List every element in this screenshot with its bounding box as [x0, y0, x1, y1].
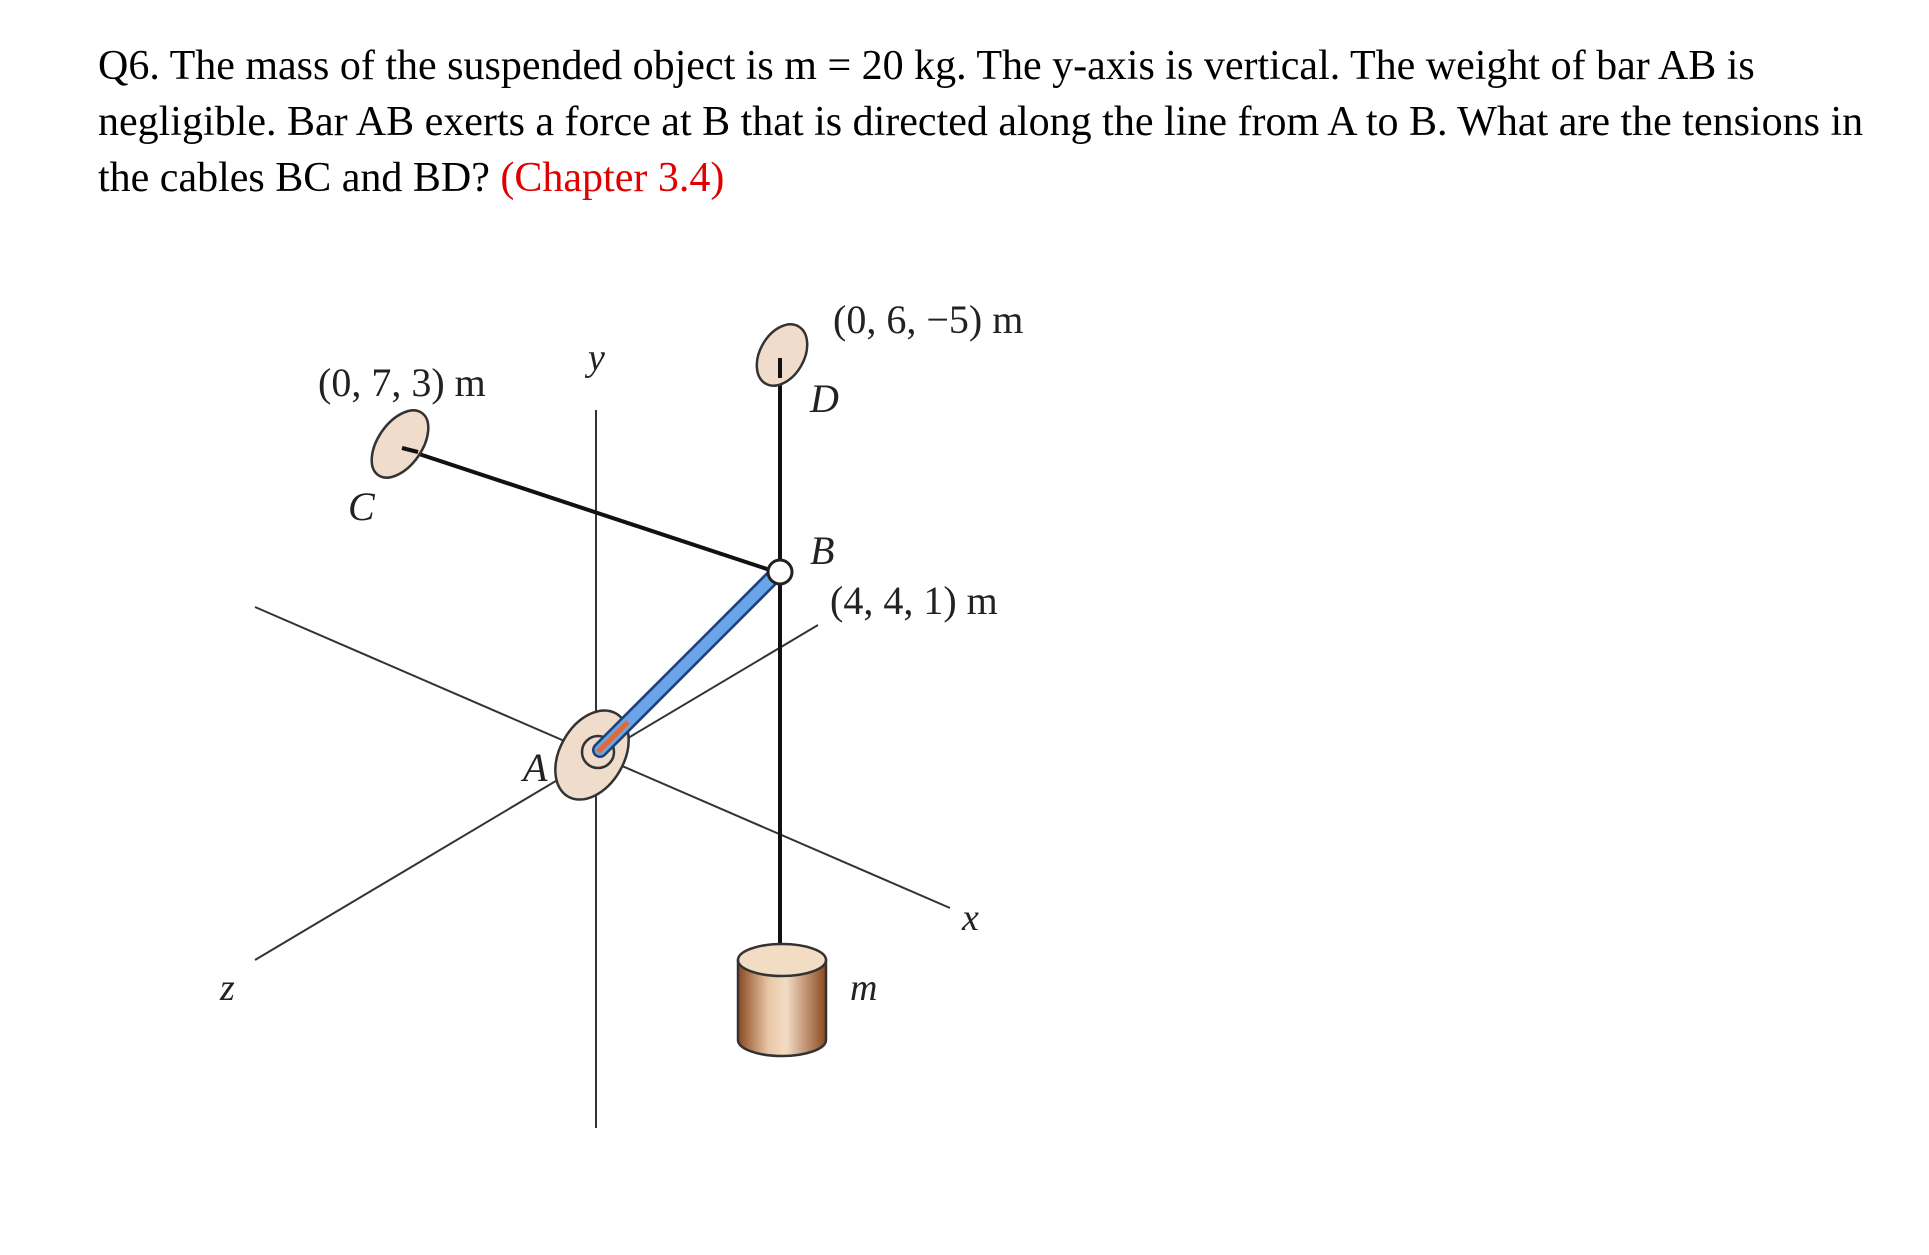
support-c [360, 400, 440, 487]
mass-label: m [850, 967, 878, 1009]
axis-z-label: z [220, 967, 235, 1009]
z-axis-line [255, 625, 818, 960]
point-b-label: B [810, 528, 835, 573]
coord-b-label: (4, 4, 1) m [830, 578, 998, 623]
axis-y-label: y [588, 337, 605, 379]
support-d [746, 315, 817, 394]
cable-bc [413, 452, 770, 570]
point-d-label: D [810, 376, 839, 421]
point-c-label: C [348, 484, 375, 529]
coord-d-label: (0, 6, −5) m [833, 297, 1024, 342]
question-body: Q6. The mass of the suspended object is m = 20 kg. The y-axis is vertical. The weight of bar AB is negligible. Bar AB exerts a force at B that is directed along the line from A to B. What are the tensions in the cables BC and BD? [98, 43, 1864, 201]
bar-ab [598, 576, 774, 752]
chapter-reference: (Chapter 3.4) [500, 155, 725, 201]
axis-x-label: x [962, 897, 979, 939]
joint-b [768, 560, 792, 584]
point-a-label: A [523, 745, 548, 790]
coord-c-label: (0, 7, 3) m [318, 360, 486, 405]
suspended-mass [738, 944, 826, 1056]
